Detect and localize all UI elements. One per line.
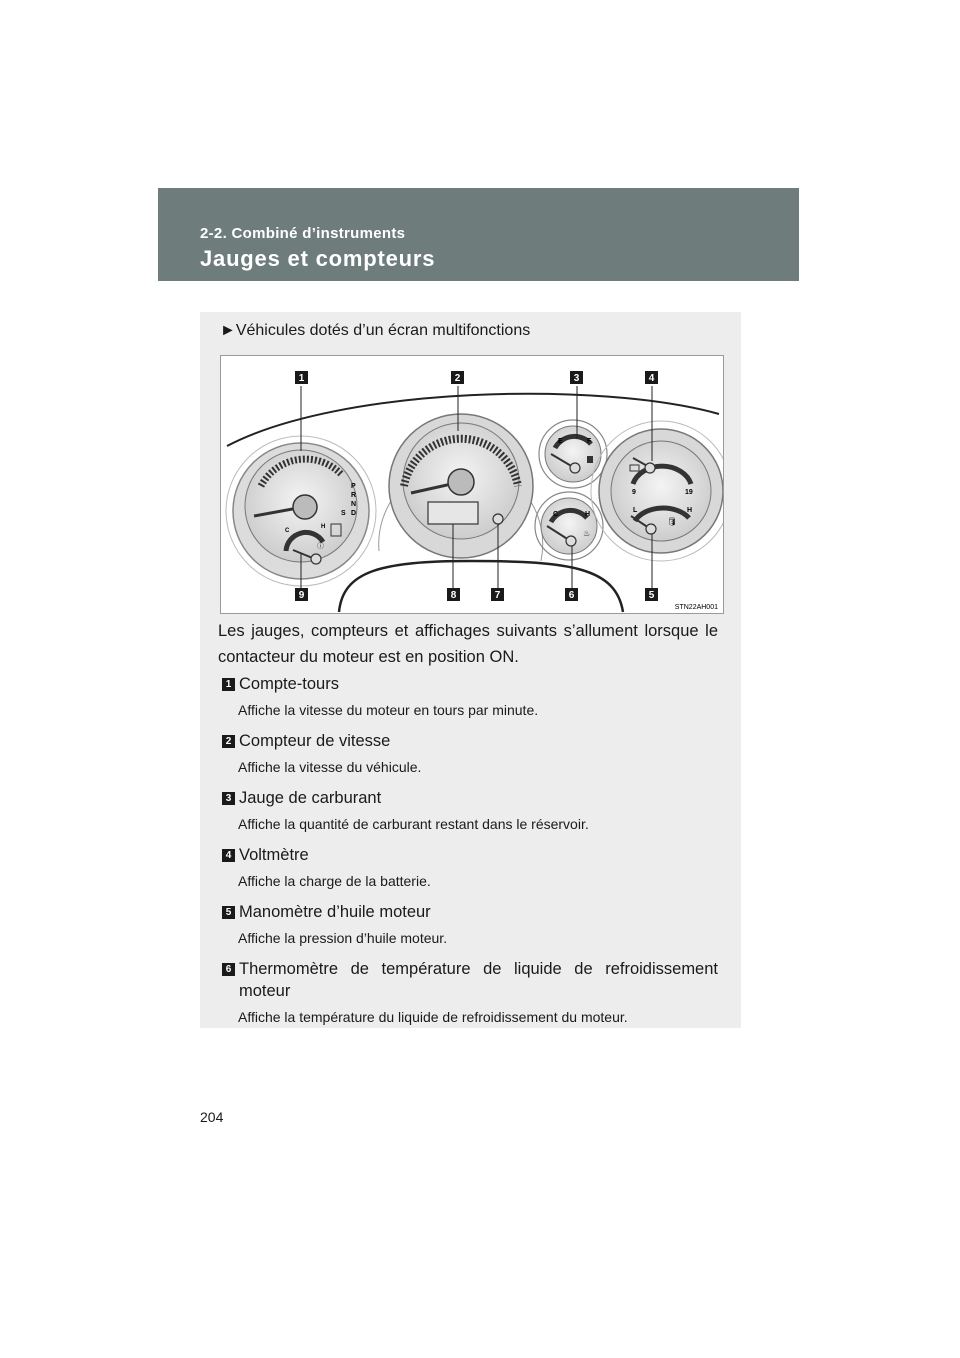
item-title: Compte-tours: [239, 675, 339, 693]
item-number-badge: 6: [222, 963, 235, 976]
callout-7: [491, 588, 504, 601]
gear-r: R: [351, 492, 357, 499]
gear-n: N: [351, 501, 357, 508]
page-title: Jauges et compteurs: [200, 246, 436, 271]
item-title-continued: moteur: [239, 982, 291, 1000]
item-description: Affiche la charge de la batterie.: [238, 873, 431, 889]
item-title: Thermomètre de température de liquide de refroidissement: [239, 960, 718, 978]
speedometer-gauge: [379, 414, 543, 561]
item-title: Compteur de vitesse: [239, 732, 391, 750]
instrument-cluster-figure: [220, 355, 724, 614]
item-description: Affiche la vitesse du moteur en tours par minute.: [238, 702, 539, 718]
multi-information-display: [428, 502, 478, 524]
oil-h-label: H: [687, 507, 693, 514]
volt-19-label: 19: [685, 489, 693, 496]
figure-code: STN22AH001: [674, 604, 718, 611]
fuel-gauge: [539, 420, 607, 488]
chapter-header: [158, 188, 799, 281]
callout-2: [451, 371, 464, 384]
instrument-cluster-illustration: [221, 356, 723, 613]
section-label: 2-2. Combiné d’instruments: [200, 225, 406, 242]
fuel-f-label: F: [587, 438, 592, 445]
item-number-badge: 3: [222, 792, 235, 805]
gear-s: S: [341, 510, 346, 517]
callout-3: [570, 371, 583, 384]
svg-text:7: 7: [494, 590, 501, 601]
content-panel: [200, 312, 741, 1028]
svg-text:1: 1: [298, 373, 305, 384]
temp-c-label: C: [285, 528, 290, 534]
svg-text:2: 2: [454, 373, 461, 384]
gear-d: D: [351, 510, 357, 517]
oil-can-icon: 🛢: [667, 517, 678, 526]
callout-8: [447, 588, 460, 601]
callout-5: [645, 588, 658, 601]
coolant-h-label: H: [585, 511, 591, 518]
warning-icon: ⓘ: [317, 543, 324, 550]
callout-4: [645, 371, 658, 384]
volt-9-label: 9: [632, 489, 636, 496]
list-item: [222, 902, 718, 947]
callout-1: [295, 371, 308, 384]
item-number-badge: 5: [222, 906, 235, 919]
page-number: 204: [200, 1109, 224, 1125]
item-title: Manomètre d’huile moteur: [239, 903, 431, 921]
gear-p: P: [351, 483, 356, 490]
item-description: Affiche la pression d’huile moteur.: [238, 930, 448, 946]
svg-text:9: 9: [298, 590, 305, 601]
voltmeter-oil-gauge: [591, 421, 723, 561]
item-title: Voltmètre: [239, 846, 309, 864]
svg-text:3: 3: [573, 373, 580, 384]
item-number-badge: 2: [222, 735, 235, 748]
list-item: [222, 959, 718, 1026]
intro-paragraph: Les jauges, compteurs et affichages suivants s’allument lorsque le contacteur du moteur est en position ON.: [218, 622, 718, 666]
svg-text:8: 8: [450, 590, 457, 601]
list-item: [222, 788, 718, 833]
coolant-temperature-gauge: [535, 492, 603, 560]
vehicle-condition: ►Véhicules dotés d’un écran multifonctions: [220, 322, 531, 339]
coolant-icon: ♨: [583, 529, 591, 538]
callout-9: [295, 588, 308, 601]
oil-l-label: L: [633, 507, 638, 514]
item-number-badge: 1: [222, 678, 235, 691]
svg-text:5: 5: [648, 590, 655, 601]
list-item: [222, 845, 718, 890]
fuel-e-label: E: [558, 438, 563, 445]
item-description: Affiche la vitesse du véhicule.: [238, 759, 422, 775]
svg-text:6: 6: [568, 590, 575, 601]
item-description: Affiche la quantité de carburant restant dans le réservoir.: [238, 816, 589, 832]
list-item: [222, 674, 718, 719]
gauge-list: [222, 674, 718, 1038]
temp-h-label: H: [321, 524, 326, 530]
trip-reset-knob: [493, 514, 503, 524]
item-description: Affiche la température du liquide de refroidissement du moteur.: [238, 1009, 628, 1025]
item-title: Jauge de carburant: [239, 789, 382, 807]
svg-text:4: 4: [648, 373, 655, 384]
fuel-pump-icon: [587, 456, 593, 463]
list-item: [222, 731, 718, 776]
item-number-badge: 4: [222, 849, 235, 862]
coolant-c-label: C: [553, 511, 559, 518]
callout-6: [565, 588, 578, 601]
